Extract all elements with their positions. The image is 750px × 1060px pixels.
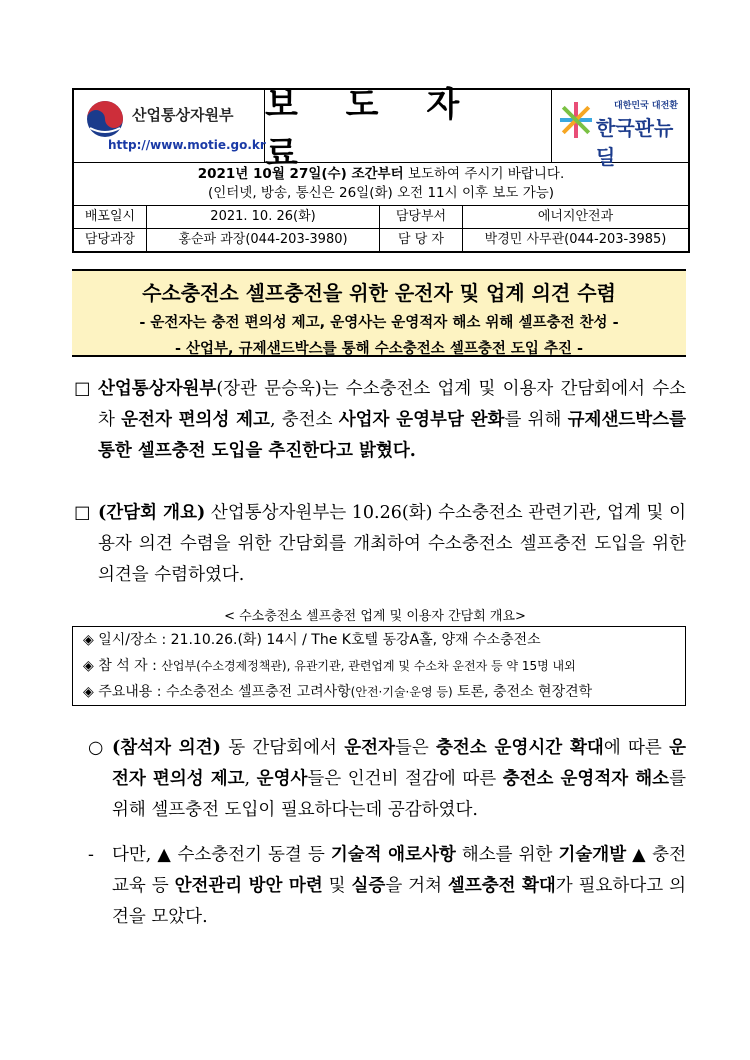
meeting-line-agenda <box>73 679 685 705</box>
meeting-datetime: 일시/장소 : 21.10.26.(화) 14시 / The K호텔 동강A홀, 양재 수소충전소 <box>98 632 541 648</box>
headline-sub-1: - 운전자는 충전 편의성 제고, 운영사는 운영적자 해소 위해 셀프충전 찬성 - <box>139 315 619 331</box>
paragraph-2-text <box>98 498 686 591</box>
chief-value: 홍순파 과장(044-203-3980) <box>147 229 380 251</box>
body-text: 해소를 위한 <box>455 845 559 865</box>
diamond-bullet: ◈ <box>83 658 94 674</box>
ministry-logo-cell <box>74 90 265 162</box>
agenda-main: 주요내용 : 수소충전소 셀프충전 고려사항 <box>98 684 351 700</box>
square-bullet: □ <box>74 379 91 399</box>
emphasis-text: 실증 <box>351 876 386 896</box>
emphasis-text: 운영사 <box>256 769 308 789</box>
dist-label: 배포일시 <box>74 206 147 228</box>
body-text: 들은 <box>394 738 437 758</box>
agenda-tail: 토론, 충전소 현장견학 <box>452 684 593 700</box>
staff-label: 담 당 자 <box>380 229 463 251</box>
body-text: 및 <box>322 876 352 896</box>
dept-value: 에너지안전과 <box>537 209 614 224</box>
meeting-caption: < 수소충전소 셀프충전 업계 및 이용자 간담회 개요> <box>224 609 526 624</box>
staff-value: 박경민 사무관(044-203-3985) <box>484 232 667 247</box>
info-row-contacts <box>74 228 688 251</box>
emphasis-text: 충전소 운영적자 해소 <box>502 769 670 789</box>
square-bullet: □ <box>74 503 91 523</box>
body-text: , 충전소 <box>269 410 339 430</box>
emphasis-text: (참석자 의견) <box>112 738 221 758</box>
newdeal-slogan: 대한민국 대전환 <box>614 101 678 111</box>
paragraph-3-text <box>112 733 686 826</box>
chief-label: 담당과장 <box>74 229 147 251</box>
dist-value: 2021. 10. 26(화) <box>147 206 380 228</box>
emphasis-text: 기술적 애로사항 <box>330 845 456 865</box>
paragraph-3 <box>86 733 686 826</box>
body-text: 들은 인건비 절감에 따른 <box>307 769 503 789</box>
emphasis-text: 기술개발 <box>558 845 627 865</box>
emphasis-text: 운전자 편의성 제고 <box>112 738 687 789</box>
headline-box <box>72 269 686 357</box>
paragraph-1 <box>72 374 686 467</box>
body-text: 를 위해 <box>504 410 568 430</box>
info-row-distribution <box>74 206 688 228</box>
emphasis-text: 규제샌드박스를 통한 셀프충전 도입을 추진한다고 밝혔다. <box>98 410 686 461</box>
paragraph-2 <box>72 498 686 591</box>
meeting-line-datetime <box>73 627 685 653</box>
agenda-small: (안전·기술·운영 등) <box>350 685 453 699</box>
emphasis-text: 셀프충전 확대 <box>447 876 556 896</box>
embargo-rest: 보도하여 주시기 바랍니다. <box>403 166 565 182</box>
embargo-online: (인터넷, 방송, 통신은 26일(화) 오전 11시 이후 보도 가능) <box>207 185 555 201</box>
headline-main: 수소충전소 셀프충전을 위한 운전자 및 업계 의견 수렴 <box>142 281 616 305</box>
circle-bullet: ○ <box>88 738 104 758</box>
emphasis-text: 운전자 <box>344 738 395 758</box>
paragraph-1-text <box>98 374 686 467</box>
paragraph-4-text <box>112 840 686 933</box>
body-text: 가 필요하다고 의견을 모았다. <box>112 876 686 927</box>
ministry-url[interactable]: http://www.motie.go.kr <box>108 138 266 152</box>
emphasis-text: 운전자 편의성 제고 <box>121 410 270 430</box>
body-text: 를 위해 셀프충전 도입이 필요하다는데 공감하였다. <box>112 769 686 820</box>
diamond-bullet: ◈ <box>83 684 94 700</box>
newdeal-name: 한국판뉴딜 <box>596 116 674 169</box>
embargo-time: 2021년 10월 27일(수) 조간부터 <box>197 166 404 182</box>
dept-label: 담당부서 <box>380 206 463 228</box>
body-text: 에 따른 <box>603 738 670 758</box>
body-text: ▲ 충전교육 등 <box>112 845 686 896</box>
body-text: (장관 문승욱)는 수소충전소 업계 및 이용자 간담회에서 수소차 <box>98 379 686 430</box>
body-text: 다만, ▲ 수소충전기 동결 등 <box>112 845 331 865</box>
page-title: 보 도 자 료 <box>265 85 478 174</box>
emphasis-text: 산업통상자원부 <box>98 379 217 399</box>
emphasis-text: 사업자 운영부담 완화 <box>338 410 505 430</box>
press-release-header <box>72 85 690 253</box>
newdeal-logo-cell <box>551 90 688 169</box>
meeting-summary-box <box>72 626 686 706</box>
paragraph-4 <box>86 840 686 933</box>
emphasis-text: 안전관리 방안 마련 <box>174 876 323 896</box>
taegeuk-emblem-icon <box>84 98 126 140</box>
meeting-line-attendees <box>73 653 685 679</box>
headline-sub-2: - 산업부, 규제샌드박스를 통해 수소충전소 셀프충전 도입 추진 - <box>174 341 584 357</box>
body-text: 을 거쳐 <box>385 876 448 896</box>
body-text: 동 간담회에서 <box>220 738 345 758</box>
ministry-name: 산업통상자원부 <box>132 106 234 124</box>
newdeal-mark-icon <box>558 100 594 140</box>
attendees-value: 산업부(수소경제정책관), 유관기관, 관련업계 및 수소차 운전자 등 약 15명 내외 <box>161 659 576 673</box>
emphasis-text: (간담회 개요) <box>98 503 206 523</box>
attendees-label: 참 석 자 : <box>98 658 162 674</box>
dash-bullet: - <box>88 845 94 865</box>
body-text: 산업통상자원부는 10.26(화) 수소충전소 관련기관, 업계 및 이용자 의견 수렴을 위한 간담회를 개최하여 수소충전소 셀프충전 도입을 위한 의견을 수렴하였다. <box>98 503 686 585</box>
body-text: , <box>244 769 257 789</box>
emphasis-text: 충전소 운영시간 확대 <box>436 738 604 758</box>
diamond-bullet: ◈ <box>83 632 94 648</box>
